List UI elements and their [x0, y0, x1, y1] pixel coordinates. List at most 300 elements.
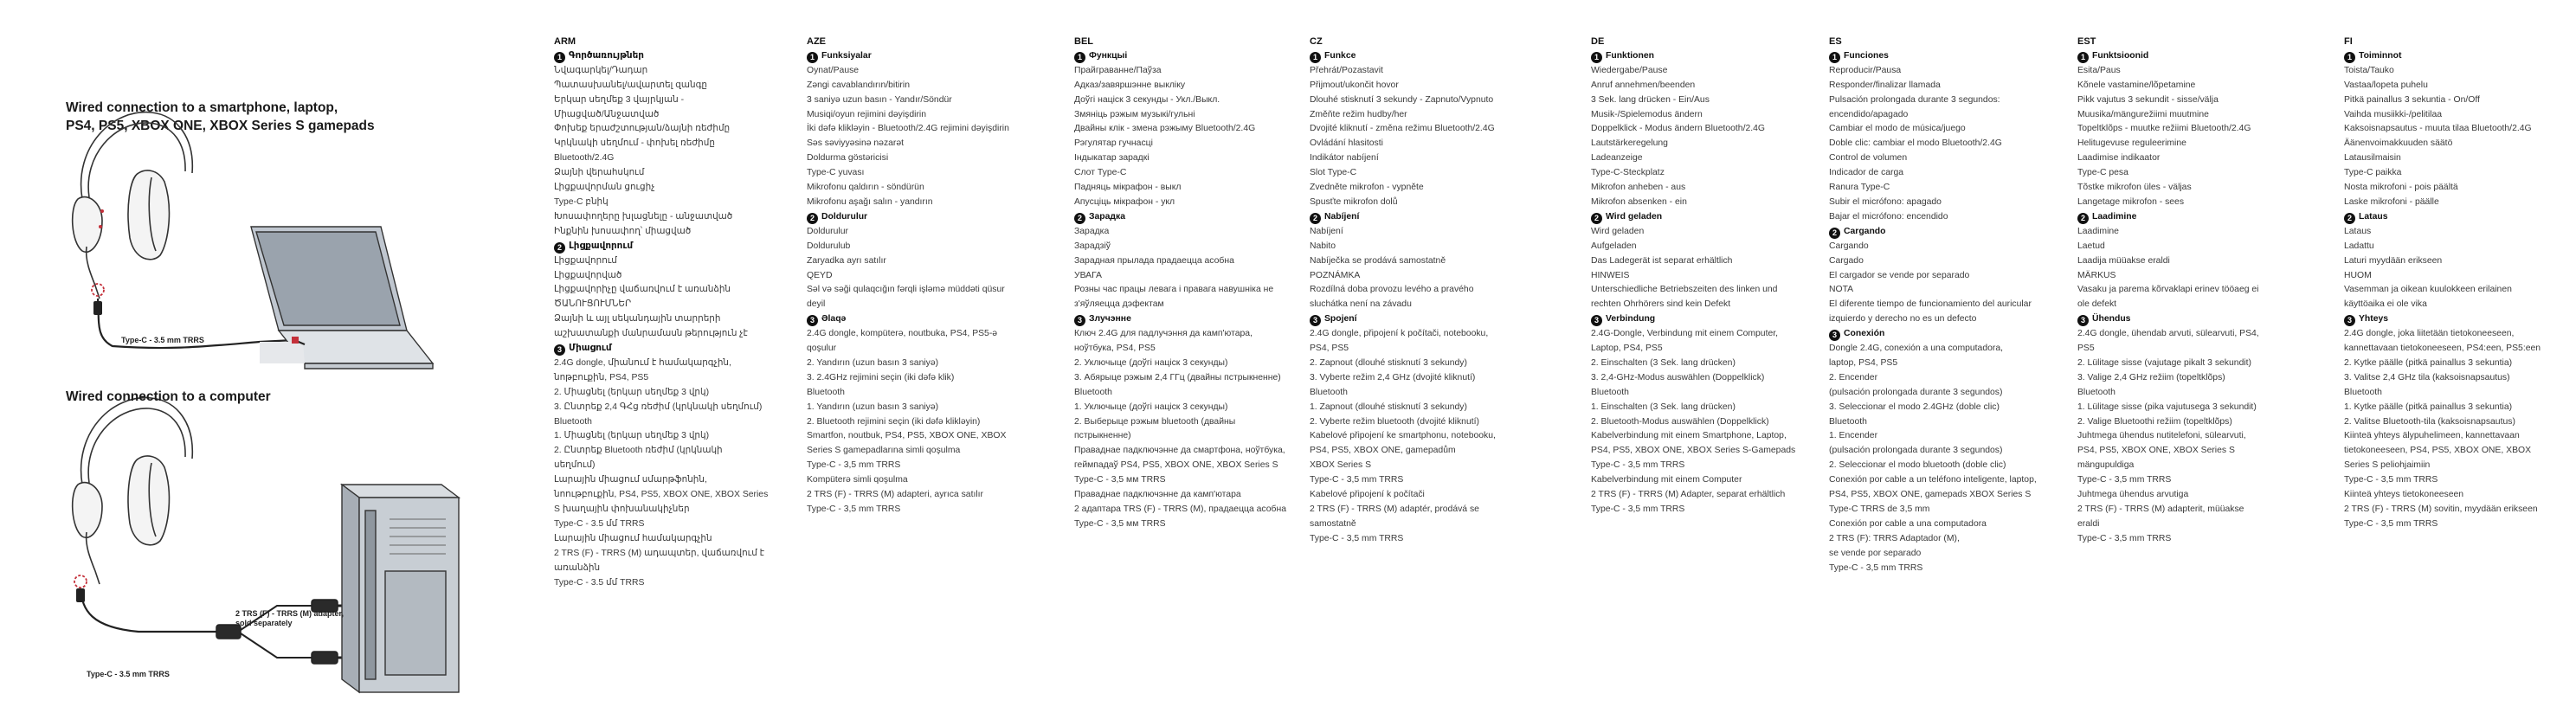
- section-title: Funkce: [1324, 50, 1356, 61]
- text-line: աշխատանքի մանրամասն թերություն չէ: [554, 329, 748, 339]
- text-line: Type-C TRRS de 3,5 mm: [1829, 504, 1930, 514]
- text-line: Lautstärkeregelung: [1591, 138, 1668, 149]
- text-line: Bluetooth/2.4G: [554, 153, 615, 164]
- text-line: Dongle 2.4G, conexión a una computadora,: [1829, 344, 2004, 354]
- section-number-icon: 1: [1074, 52, 1085, 63]
- section-number-icon: 3: [2344, 315, 2355, 326]
- text-line: 2 TRS (F) - TRRS (M) sovitin, myydään erikseen: [2344, 504, 2538, 514]
- text-line: 2. Yandırın (uzun basın 3 saniyə): [807, 357, 939, 368]
- section-title: Toiminnot: [2359, 50, 2402, 61]
- text-line: laptop, PS4, PS5: [1829, 357, 1898, 368]
- text-line: Kõnele vastamine/lõpetamine: [2077, 80, 2196, 90]
- text-line: Слот Type-C: [1074, 168, 1127, 178]
- text-line: PS4, PS5, XBOX ONE, gamepads XBOX Series S: [1829, 490, 2032, 500]
- section-title: Yhteys: [2359, 314, 2389, 324]
- text-line: Conexión por cable a una computadora: [1829, 518, 1987, 529]
- text-line: Type-C - 3.5 մմ TRRS: [554, 577, 645, 588]
- text-line: El cargador se vende por separado: [1829, 270, 1970, 280]
- text-line: Rozdílná doba provozu levého a pravého: [1310, 285, 1474, 295]
- text-line: Ինքնին խոսափող՝ միացված: [554, 226, 692, 236]
- text-line: Anruf annehmen/beenden: [1591, 80, 1696, 90]
- section-title: Միացում: [569, 344, 612, 354]
- language-code: DE: [1591, 36, 1605, 47]
- text-line: 1. Zapnout (dlouhé stisknutí 3 sekundy): [1310, 402, 1467, 412]
- text-line: Změňte režim hudby/her: [1310, 109, 1407, 119]
- text-line: Zaryadka ayrı satılır: [807, 255, 886, 266]
- text-line: Juhtmega ühendus nutitelefoni, sülearvuti,: [2077, 431, 2246, 441]
- text-line: 2. Միացնել (երկար սեղմեք 3 վրկ): [554, 387, 710, 397]
- text-line: 2.4G-Dongle, Verbindung mit einem Computer,: [1591, 329, 1779, 339]
- text-line: Լիցքավորված: [554, 270, 622, 280]
- text-line: Type-C - 3,5 mm TRRS: [1591, 460, 1685, 471]
- text-line: ole defekt: [2077, 299, 2117, 310]
- text-line: Падняць мікрафон - выкл: [1074, 183, 1182, 193]
- text-line: Juhtmega ühendus arvutiga: [2077, 490, 2189, 500]
- text-line: Aufgeladen: [1591, 241, 1637, 251]
- text-line: 2.4G dongle, ühendab arvuti, sülearvuti, PS4,: [2077, 329, 2259, 339]
- text-line: 3. 2.4GHz rejimini seçin (iki dəfə klik): [807, 372, 955, 382]
- text-line: Smartfon, noutbuk, PS4, PS5, XBOX ONE, XBOX: [807, 431, 1007, 441]
- text-line: Type-C - 3,5 mm TRRS: [1829, 562, 1923, 573]
- text-line: Type-C - 3,5 мм TRRS: [1074, 475, 1166, 485]
- text-line: Zvedněte mikrofon - vypněte: [1310, 183, 1424, 193]
- text-line: Laturi myydään erikseen: [2344, 255, 2443, 266]
- language-column-cz: [1310, 35, 1543, 547]
- section-number-icon: 3: [807, 315, 818, 326]
- section-heading: [1591, 49, 1825, 64]
- section-heading: [2077, 210, 2311, 225]
- text-line: 2. Ընտրեք Bluetooth ռեժիմ (կրկնակի: [554, 446, 723, 456]
- text-line: Type-C - 3,5 mm TRRS: [2077, 475, 2172, 485]
- illustration-panel: [0, 0, 554, 726]
- text-line: Dlouhé stisknutí 3 sekundy - Zapnuto/Vypnuto: [1310, 94, 1494, 105]
- text-line: Bluetooth: [1829, 416, 1867, 427]
- text-line: Vasemman ja oikean kuulokkeen erilainen: [2344, 285, 2512, 295]
- text-line: 2. Valige Bluetoothi režiim (topeltklõps): [2077, 416, 2232, 427]
- text-line: 1. Lülitage sisse (pika vajutusega 3 sekundit): [2077, 402, 2257, 412]
- text-line: Mikrofon anheben - aus: [1591, 183, 1686, 193]
- language-column-es: [1829, 35, 2063, 576]
- text-line: MÄRKUS: [2077, 270, 2116, 280]
- text-line: 1. Уключыце (доўгі націск 3 секунды): [1074, 402, 1228, 412]
- section-heading: [807, 312, 1040, 327]
- section-title: Функцыі: [1089, 50, 1128, 61]
- section-heading: [807, 49, 1040, 64]
- text-line: Esita/Paus: [2077, 65, 2121, 75]
- text-line: Spusťte mikrofon dolů: [1310, 196, 1398, 207]
- text-line: ноўтбука, PS4, PS5: [1074, 344, 1156, 354]
- language-column-bel: [1074, 35, 1308, 532]
- text-line: Səl və səği qulaqcığın fərqli işləmə müddəti qüsur: [807, 285, 1005, 295]
- text-line: Mikrofon absenken - ein: [1591, 196, 1687, 207]
- text-line: eraldi: [2077, 518, 2100, 529]
- text-line: Type-C yuvası: [807, 168, 865, 178]
- text-line: XBOX Series S: [1310, 460, 1372, 471]
- text-line: 2 TRS (F) - TRRS (M) Adapter, separat erhältlich: [1591, 490, 1786, 500]
- section-number-icon: 1: [1591, 52, 1602, 63]
- section-title: Nabíjení: [1324, 211, 1360, 222]
- section-title: Wird geladen: [1606, 211, 1663, 222]
- section-number-icon: 2: [2077, 213, 2089, 224]
- section-title: Գործառույթներ: [569, 50, 644, 61]
- language-code: AZE: [807, 36, 826, 47]
- section-title: Зарадка: [1089, 211, 1125, 222]
- text-line: Laetud: [2077, 241, 2105, 251]
- text-line: Wird geladen: [1591, 226, 1645, 236]
- text-line: PS4, PS5, XBOX ONE, XBOX Series S: [2077, 446, 2235, 456]
- text-line: Dvojité kliknutí - změna režimu Bluetooth/2.4G: [1310, 124, 1495, 134]
- text-line: 2. Выберыце рэжым bluetooth (двайны: [1074, 416, 1236, 427]
- text-line: Kabelové připojení ke smartphonu, notebooku,: [1310, 431, 1496, 441]
- laptop-icon: [251, 227, 433, 369]
- text-line: Երկար սեղմեք 3 վայրկյան -: [554, 94, 685, 105]
- text-line: Muusika/mängurežiimi muutmine: [2077, 109, 2209, 119]
- text-line: 2 TRS (F) - TRRS (M) ադապտեր, վաճառվում է: [554, 548, 765, 558]
- text-line: Äänenvoimakkuuden säätö: [2344, 138, 2453, 149]
- section-heading: [1829, 225, 2063, 240]
- headset-icon: [73, 112, 193, 299]
- text-line: Cargando: [1829, 241, 1869, 251]
- section-number-icon: 2: [1310, 213, 1321, 224]
- section-heading: [554, 49, 788, 64]
- text-line: El diferente tiempo de funcionamiento del auricular: [1829, 299, 2032, 310]
- text-line: Փոխեք երաժշտության/ձայնի ռեժիմը: [554, 124, 731, 134]
- section-title: Verbindung: [1606, 314, 1656, 324]
- text-line: Зарадная прылада прадаецца асобна: [1074, 255, 1234, 266]
- text-line: tietokoneeseen, PS4, PS5, XBOX ONE, XBOX: [2344, 446, 2532, 456]
- text-line: 2.4G dongle, kompüterə, noutbuka, PS4, PS5-ə: [807, 329, 998, 339]
- language-code: ARM: [554, 36, 576, 47]
- text-line: Bluetooth: [1074, 387, 1112, 397]
- text-line: Апусціць мікрафон - укл: [1074, 196, 1175, 207]
- language-code: ES: [1829, 36, 1842, 47]
- text-line: Lataus: [2344, 226, 2372, 236]
- text-line: Bluetooth: [2077, 387, 2116, 397]
- text-line: Bajar el micrófono: encendido: [1829, 211, 1948, 222]
- text-line: Зарадка: [1074, 226, 1110, 236]
- text-line: Laadimine: [2077, 226, 2119, 236]
- text-line: 3 Sek. lang drücken - Ein/Aus: [1591, 94, 1710, 105]
- text-line: Type-C - 3.5 մմ TRRS: [554, 518, 645, 529]
- section-heading: [807, 210, 1040, 225]
- text-line: 3. Valitse 2,4 GHz tila (kaksoisnapsautus): [2344, 372, 2510, 382]
- text-line: Type-C - 3,5 mm TRRS: [2344, 475, 2438, 485]
- cable-label: Type-C - 3.5 mm TRRS: [87, 670, 170, 678]
- text-line: Kabelverbindung mit einem Smartphone, Laptop,: [1591, 431, 1787, 441]
- text-line: 1. Kytke päälle (pitkä painallus 3 sekuntia): [2344, 402, 2513, 412]
- text-line: Musiqi/oyun rejimini dəyişdirin: [807, 109, 927, 119]
- text-line: käyttöaika ei ole vika: [2344, 299, 2427, 310]
- section-number-icon: 1: [2077, 52, 2089, 63]
- text-line: 2. Bluetooth-Modus auswählen (Doppelklick): [1591, 416, 1769, 427]
- text-line: İki dəfə kliklәyin - Bluetooth/2.4G rejimini dəyişdirin: [807, 124, 1009, 134]
- section-number-icon: 2: [554, 242, 565, 254]
- text-line: Bluetooth: [1310, 387, 1348, 397]
- section-heading: [2077, 312, 2311, 327]
- text-line: Reproducir/Pausa: [1829, 65, 1902, 75]
- heading-line: PS4, PS5, XBOX ONE, XBOX Series S gamepads: [66, 119, 375, 133]
- text-line: Subir el micrófono: apagado: [1829, 196, 1942, 207]
- text-line: Vastaa/lopeta puhelu: [2344, 80, 2428, 90]
- section-heading: [1074, 210, 1308, 225]
- text-line: Type-C - 3,5 mm TRRS: [1310, 533, 1404, 543]
- text-line: Լարային միացում համակարգչին: [554, 533, 712, 543]
- text-line: Type-C - 3,5 мм TRRS: [1074, 518, 1166, 529]
- text-line: Vasaku ja parema kõrvaklapi erinev tööaeg ei: [2077, 285, 2259, 295]
- text-line: Kompüterə simli qoşulma: [807, 475, 908, 485]
- text-line: Двайны клік - змена рэжыму Bluetooth/2.4G: [1074, 124, 1256, 134]
- section-number-icon: 3: [2077, 315, 2089, 326]
- text-line: Kabelverbindung mit einem Computer: [1591, 475, 1742, 485]
- text-line: Адказ/завяршэнне выкліку: [1074, 80, 1186, 90]
- section-number-icon: 1: [807, 52, 818, 63]
- text-line: Control de volumen: [1829, 153, 1908, 164]
- section-title: Cargando: [1844, 226, 1886, 236]
- section-title: Spojení: [1324, 314, 1357, 324]
- section-number-icon: 3: [1074, 315, 1085, 326]
- section-heading: [1074, 312, 1308, 327]
- text-line: Přehrát/Pozastavit: [1310, 65, 1383, 75]
- text-line: Розны час працы левага і правага навушніка не: [1074, 285, 1274, 295]
- text-line: 3. 2,4-GHz-Modus auswählen (Doppelklick): [1591, 372, 1765, 382]
- text-line: 3. Valige 2,4 GHz režiim (topeltklõps): [2077, 372, 2225, 382]
- text-line: 2 TRS (F) - TRRS (M) adapteri, ayrıca satılır: [807, 490, 984, 500]
- text-line: 1. Einschalten (3 Sek. lang drücken): [1591, 402, 1736, 412]
- text-line: Type-C - 3,5 mm TRRS: [807, 504, 901, 514]
- text-line: Bluetooth: [1591, 387, 1629, 397]
- cable-line: [80, 588, 216, 632]
- text-line: Ladeanzeige: [1591, 153, 1643, 164]
- section-number-icon: 3: [554, 344, 565, 356]
- language-column-arm: [554, 35, 788, 590]
- text-line: Type-C բնիկ: [554, 196, 609, 207]
- text-line: пстрыкненне): [1074, 431, 1131, 441]
- section-number-icon: 1: [1829, 52, 1840, 63]
- text-line: Լիցքավորման ցուցիչ: [554, 183, 655, 193]
- section-heading: [2077, 49, 2311, 64]
- text-line: Type-C paikka: [2344, 168, 2402, 178]
- computer-tower-icon: [342, 485, 459, 692]
- section-number-icon: 1: [554, 52, 565, 63]
- text-line: Zəngi cavablandırın/bitirin: [807, 80, 910, 90]
- text-line: 2. Einschalten (3 Sek. lang drücken): [1591, 357, 1736, 368]
- section-number-icon: 3: [1310, 315, 1321, 326]
- language-column-est: [2077, 35, 2311, 547]
- text-line: 2 TRS (F): TRRS Adaptador (M),: [1829, 533, 1960, 543]
- heading-line: Wired connection to a smartphone, laptop,: [66, 100, 338, 115]
- text-line: 1. Yandırın (uzun basın 3 saniyə): [807, 402, 939, 412]
- adapter-label-line: 2 TRS (F) - TRRS (M) adapter,: [235, 609, 345, 618]
- text-line: 1. Encender: [1829, 431, 1878, 441]
- section-number-icon: 1: [2344, 52, 2355, 63]
- text-line: Ձայնի վերահսկում: [554, 168, 645, 178]
- text-line: УВАГА: [1074, 270, 1102, 280]
- text-line: Tõstke mikrofon üles - väljas: [2077, 183, 2192, 193]
- section-title: Funksiyalar: [821, 50, 872, 61]
- section-heading: [1310, 210, 1543, 225]
- text-line: 2 адаптара TRS (F) - TRRS (M), прадаецца асобна: [1074, 504, 1286, 514]
- text-line: Прайграванне/Паўза: [1074, 65, 1162, 75]
- text-line: նոութբուքին, PS4, PS5, XBOX ONE, XBOX Series: [554, 490, 769, 500]
- text-line: Type-C-Steckplatz: [1591, 168, 1665, 178]
- text-line: PS4, PS5: [1310, 344, 1349, 354]
- text-line: (pulsación prolongada durante 3 segundos): [1829, 387, 2003, 397]
- text-line: NOTA: [1829, 285, 1854, 295]
- text-line: Toista/Tauko: [2344, 65, 2394, 75]
- text-line: Doldurulur: [807, 226, 848, 236]
- section-number-icon: 3: [1591, 315, 1602, 326]
- text-line: 2 TRS (F) - TRRS (M) adaptér, prodává se: [1310, 504, 1479, 514]
- language-code: BEL: [1074, 36, 1093, 47]
- text-line: Musik-/Spielemodus ändern: [1591, 109, 1703, 119]
- text-line: Պատասխանել/ավարտել զանգը: [554, 80, 707, 90]
- text-line: Laadimise indikaator: [2077, 153, 2161, 164]
- section-heading: [2344, 49, 2576, 64]
- section-title: Լիցքավորում: [569, 241, 633, 251]
- text-line: Das Ladegerät ist separat erhältlich: [1591, 255, 1733, 266]
- text-line: 3. Ընտրեք 2,4 ԳՀց ռեժիմ (կրկնակի սեղմում): [554, 402, 763, 412]
- text-line: Wiedergabe/Pause: [1591, 65, 1668, 75]
- text-line: 2. Zapnout (dlouhé stisknutí 3 sekundy): [1310, 357, 1467, 368]
- adapter-label-line: sold separately: [235, 619, 293, 627]
- heading-line: Wired connection to a computer: [66, 389, 271, 404]
- text-line: Bluetooth: [2344, 387, 2382, 397]
- section-number-icon: 3: [1829, 330, 1840, 341]
- text-line: Laadija müüakse eraldi: [2077, 255, 2170, 266]
- text-line: Vaihda musiikki-/pelitilaa: [2344, 109, 2442, 119]
- section-heading: [1074, 49, 1308, 64]
- text-line: 2.4G dongle, připojení k počítači, notebooku,: [1310, 329, 1489, 339]
- section-number-icon: 2: [1074, 213, 1085, 224]
- text-line: PS5: [2077, 344, 2095, 354]
- text-line: Kaksoisnapsautus - muuta tilaa Bluetooth/2.4G: [2344, 124, 2532, 134]
- headset-icon: [73, 398, 193, 584]
- text-line: PS4, PS5, XBOX ONE, XBOX Series S-Gamepads: [1591, 446, 1796, 456]
- text-line: Ladattu: [2344, 241, 2374, 251]
- text-line: sluchátka není na závadu: [1310, 299, 1412, 310]
- text-line: նոթբուքին, PS4, PS5: [554, 372, 649, 382]
- text-line: Pitkä painallus 3 sekuntia - On/Off: [2344, 94, 2480, 105]
- section-heading: [1829, 49, 2063, 64]
- text-line: Mikrofonu qaldırın - söndürün: [807, 183, 924, 193]
- text-line: Mikrofonu aşağı salın - yandırın: [807, 196, 933, 207]
- text-line: Laptop, PS4, PS5: [1591, 344, 1663, 354]
- text-line: 2. Seleccionar el modo bluetooth (doble clic): [1829, 460, 2006, 471]
- text-line: mängupuldiga: [2077, 460, 2135, 471]
- text-line: Змяніць рэжым музыкі/гульні: [1074, 109, 1195, 119]
- text-line: Series S gamepadlarına simli qoşulma: [807, 446, 961, 456]
- language-column-aze: [807, 35, 1040, 517]
- text-line: Pikk vajutus 3 sekundit - sisse/välja: [2077, 94, 2219, 105]
- section-title: Əlaqə: [821, 314, 847, 324]
- text-line: Indicador de carga: [1829, 168, 1904, 178]
- text-line: rechten Ohrhörers sind kein Defekt: [1591, 299, 1731, 310]
- text-line: Laske mikrofoni - päälle: [2344, 196, 2439, 207]
- text-line: Responder/finalizar llamada: [1829, 80, 1941, 90]
- section-title: Funktsioonid: [2092, 50, 2149, 61]
- text-line: Slot Type-C: [1310, 168, 1357, 178]
- text-line: Ovládání hlasitosti: [1310, 138, 1383, 149]
- text-line: Kabelové připojení k počítači: [1310, 490, 1425, 500]
- text-line: Рэгулятар гучнасці: [1074, 138, 1153, 149]
- text-line: deyil: [807, 299, 826, 310]
- text-line: Լարային միացում սմարթֆոնին,: [554, 475, 707, 485]
- section-title: Ühendus: [2092, 314, 2131, 324]
- text-line: QEYD: [807, 270, 833, 280]
- text-line: Səs səviyyəsinə nəzarət: [807, 138, 905, 149]
- text-line: Series S peliohjaimiin: [2344, 460, 2431, 471]
- text-line: 2 TRS (F) - TRRS (M) adapterit, müüakse: [2077, 504, 2244, 514]
- section-heading: [1310, 312, 1543, 327]
- text-line: HINWEIS: [1591, 270, 1630, 280]
- computer-connection-heading: [66, 388, 271, 406]
- text-line: 1. Միացնել (երկար սեղմեք 3 վրկ): [554, 431, 710, 441]
- text-line: encendido/apagado: [1829, 109, 1909, 119]
- text-line: kannettavaan tietokoneeseen, PS4:een, PS5:een: [2344, 344, 2541, 354]
- text-line: Ձայնի և այլ սեկանդային տարրերի: [554, 314, 721, 324]
- text-line: Լիցքավորում: [554, 255, 617, 266]
- section-title: Funktionen: [1606, 50, 1654, 61]
- text-line: POZNÁMKA: [1310, 270, 1361, 280]
- text-line: 3. Абярыце рэжым 2,4 ГГц (двайны пстрыкненне): [1074, 372, 1281, 382]
- text-line: Праваднае падключэнне да камп'ютара: [1074, 490, 1241, 500]
- text-line: Oynat/Pause: [807, 65, 860, 75]
- text-line: Type-C - 3,5 mm TRRS: [2077, 533, 2172, 543]
- section-heading: [1591, 312, 1825, 327]
- text-line: 3. Seleccionar el modo 2.4GHz (doble clic): [1829, 402, 2000, 412]
- text-line: Doble clic: cambiar el modo Bluetooth/2.4G: [1829, 138, 2002, 149]
- text-line: Праваднае падключэнне да смартфона, ноўтбука,: [1074, 446, 1285, 456]
- text-line: qoşulur: [807, 344, 837, 354]
- section-heading: [554, 342, 788, 357]
- text-line: Nabíjení: [1310, 226, 1343, 236]
- section-heading: [1591, 210, 1825, 225]
- language-column-fi: [2344, 35, 2576, 532]
- language-code: EST: [2077, 36, 2096, 47]
- text-line: samostatně: [1310, 518, 1356, 529]
- text-line: Доўгі націск 3 секунды - Укл./Выкл.: [1074, 94, 1220, 105]
- section-number-icon: 2: [807, 213, 818, 224]
- section-heading: [2344, 210, 2576, 225]
- text-line: Doppelklick - Modus ändern Bluetooth/2.4G: [1591, 124, 1765, 134]
- text-line: 2. Bluetooth rejimini seçin (iki dəfə kliklәyin): [807, 416, 981, 427]
- cable-label: Type-C - 3.5 mm TRRS: [121, 336, 204, 344]
- text-line: Unterschiedliche Betriebszeiten des linken und: [1591, 285, 1778, 295]
- section-number-icon: 2: [2344, 213, 2355, 224]
- text-line: Індыкатар зарадкі: [1074, 153, 1150, 164]
- section-number-icon: 1: [1310, 52, 1321, 63]
- text-line: Bluetooth: [554, 416, 592, 427]
- language-column-de: [1591, 35, 1825, 517]
- text-line: Type-C - 3,5 mm TRRS: [807, 460, 901, 471]
- adapter-label: [235, 609, 344, 628]
- text-line: 2. Уключыце (доўгі націск 3 секунды): [1074, 357, 1228, 368]
- text-line: առանձին: [554, 562, 601, 573]
- section-heading: [1829, 327, 2063, 342]
- text-line: Միացված/Անջատված: [554, 109, 660, 119]
- text-line: 2. Kytke päälle (pitkä painallus 3 sekuntia): [2344, 357, 2513, 368]
- section-title: Conexión: [1844, 329, 1885, 339]
- text-line: Doldurulub: [807, 241, 851, 251]
- text-line: Indikátor nabíjení: [1310, 153, 1379, 164]
- text-line: (pulsación prolongada durante 3 segundos): [1829, 446, 2003, 456]
- text-line: Helitugevuse reguleerimine: [2077, 138, 2186, 149]
- text-line: սեղմում): [554, 460, 596, 471]
- text-line: Type-C pesa: [2077, 168, 2128, 178]
- text-line: Зарадзіў: [1074, 241, 1111, 251]
- text-line: Topeltklõps - muutke režiimi Bluetooth/2.4G: [2077, 124, 2251, 134]
- text-line: 2. Lülitage sisse (vajutage pikalt 3 sekundit): [2077, 357, 2251, 368]
